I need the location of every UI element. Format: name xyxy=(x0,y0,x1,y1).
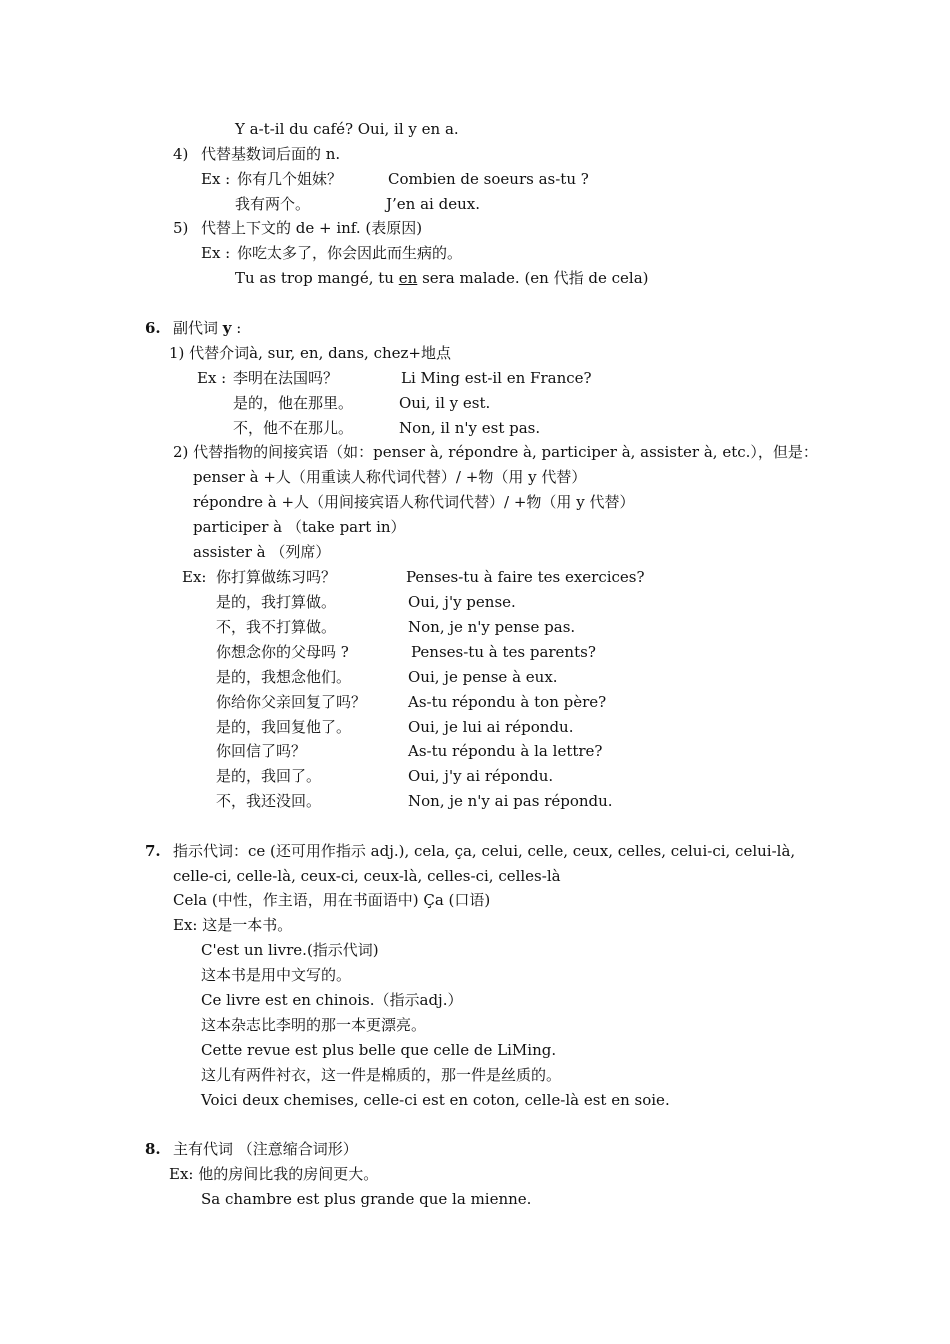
example-zh: 你吃太多了，你会因此而生病的。 xyxy=(237,244,463,262)
section-title: 主有代词 （注意缩合词形） xyxy=(173,1140,358,1158)
example-fr: As-tu répondu à ton père? xyxy=(408,693,607,711)
section-text: celle-ci, celle-là, ceux-ci, ceux-là, celles-ci, celles-là xyxy=(173,867,561,885)
example-zh: 这儿有两件衬衣，这一件是棉质的，那一件是丝质的。 xyxy=(201,1066,562,1084)
underlined-word: en xyxy=(398,269,418,287)
example-fr: Non, je n'y pense pas. xyxy=(408,618,576,636)
example-fr: Voici deux chemises, celle-ci est en coton, celle-là est en soie. xyxy=(201,1091,670,1109)
section-number: 7. xyxy=(145,842,161,860)
ex-label: Ex : xyxy=(197,369,227,387)
example-fr: Ce livre est en chinois.（指示adj.） xyxy=(201,991,463,1009)
example-fr: Oui, je lui ai répondu. xyxy=(408,718,574,736)
usage-line: penser à +人（用重读人称代词代替）/ +物（用 y 代替） xyxy=(193,468,587,486)
example-zh: 这本杂志比李明的那一本更漂亮。 xyxy=(201,1016,427,1034)
example-zh: 是的，我回复他了。 xyxy=(216,718,352,736)
example-fr: Oui, j'y ai répondu. xyxy=(408,767,554,785)
example-fr: Non, il n'y est pas. xyxy=(399,419,541,437)
text-part: Tu as trop mangé, tu xyxy=(235,269,399,287)
example-fr: Oui, il y est. xyxy=(399,394,491,412)
example-zh: 你打算做练习吗？ xyxy=(216,568,337,586)
example-zh: 不，他不在那儿。 xyxy=(233,419,354,437)
item-number: 5) xyxy=(173,219,189,237)
example-zh: 这本书是用中文写的。 xyxy=(201,966,352,984)
example-zh: 不，我不打算做。 xyxy=(216,618,337,636)
example-zh: 你回信了吗？ xyxy=(216,742,307,760)
example-fr: Li Ming est-il en France? xyxy=(401,369,592,387)
example-fr: Combien de soeurs as-tu ? xyxy=(388,170,589,188)
usage-line: assister à （列席） xyxy=(193,543,331,561)
example-fr: J’en ai deux. xyxy=(386,195,480,213)
section-text: Cela (中性，作主语，用在书面语中) Ça (口语) xyxy=(173,891,491,909)
example-zh: 是的，我想念他们。 xyxy=(216,668,352,686)
example-fr: Sa chambre est plus grande que la mienne. xyxy=(201,1190,532,1208)
section-text: Ex: 这是一本书。 xyxy=(173,916,293,934)
text-part: sera malade. (en 代指 de cela) xyxy=(417,269,649,287)
section-text: Ex: 他的房间比我的房间更大。 xyxy=(169,1165,379,1183)
section-title xyxy=(173,318,241,338)
example-fr: C'est un livre.(指示代词) xyxy=(201,941,379,959)
example-fr: Oui, je pense à eux. xyxy=(408,668,558,686)
example-fr: Penses-tu à faire tes exercices? xyxy=(406,568,645,586)
item-number: 4) xyxy=(173,145,189,163)
example-fr: Cette revue est plus belle que celle de LiMing. xyxy=(201,1041,557,1059)
title-part: : xyxy=(231,319,242,337)
section-number: 6. xyxy=(145,319,161,337)
ex-label: Ex: xyxy=(182,568,207,586)
subpoint: 2) 代替指物的间接宾语（如：penser à, répondre à, participer à, assister à, etc.），但是： xyxy=(173,443,818,461)
example-zh: 不，我还没回。 xyxy=(216,792,322,810)
title-bold: y xyxy=(222,319,232,337)
example-zh: 李明在法国吗？ xyxy=(233,369,339,387)
example-zh: 是的，我打算做。 xyxy=(216,593,337,611)
example-zh: 是的，我回了。 xyxy=(216,767,322,785)
usage-line: participer à （take part in） xyxy=(193,518,406,536)
item-text: 代替上下文的 de + inf. (表原因) xyxy=(201,219,423,237)
item-text: 代替基数词后面的 n. xyxy=(201,145,341,163)
example-line: Y a-t-il du café? Oui, il y en a. xyxy=(235,120,459,138)
section-number: 8. xyxy=(145,1140,161,1158)
example-fr: As-tu répondu à la lettre? xyxy=(408,742,603,760)
example-zh: 你给你父亲回复了吗？ xyxy=(216,693,367,711)
example-fr xyxy=(235,268,649,288)
example-zh: 你有几个姐妹？ xyxy=(237,170,343,188)
ex-label: Ex : xyxy=(201,170,231,188)
example-zh: 我有两个。 xyxy=(235,195,311,213)
example-zh: 你想念你的父母吗 ? xyxy=(216,643,349,661)
example-fr: Oui, j'y pense. xyxy=(408,593,516,611)
section-text: 指示代词：ce (还可用作指示 adj.), cela, ça, celui, celle, ceux, celles, celui-ci, celui-là, xyxy=(173,842,796,860)
example-fr: Non, je n'y ai pas répondu. xyxy=(408,792,613,810)
title-part: 副代词 xyxy=(173,319,223,337)
example-zh: 是的，他在那里。 xyxy=(233,394,354,412)
subpoint: 1) 代替介词à, sur, en, dans, chez+地点 xyxy=(169,344,451,362)
example-fr: Penses-tu à tes parents? xyxy=(411,643,596,661)
ex-label: Ex : xyxy=(201,244,231,262)
usage-line: répondre à +人（用间接宾语人称代词代替）/ +物（用 y 代替） xyxy=(193,493,635,511)
